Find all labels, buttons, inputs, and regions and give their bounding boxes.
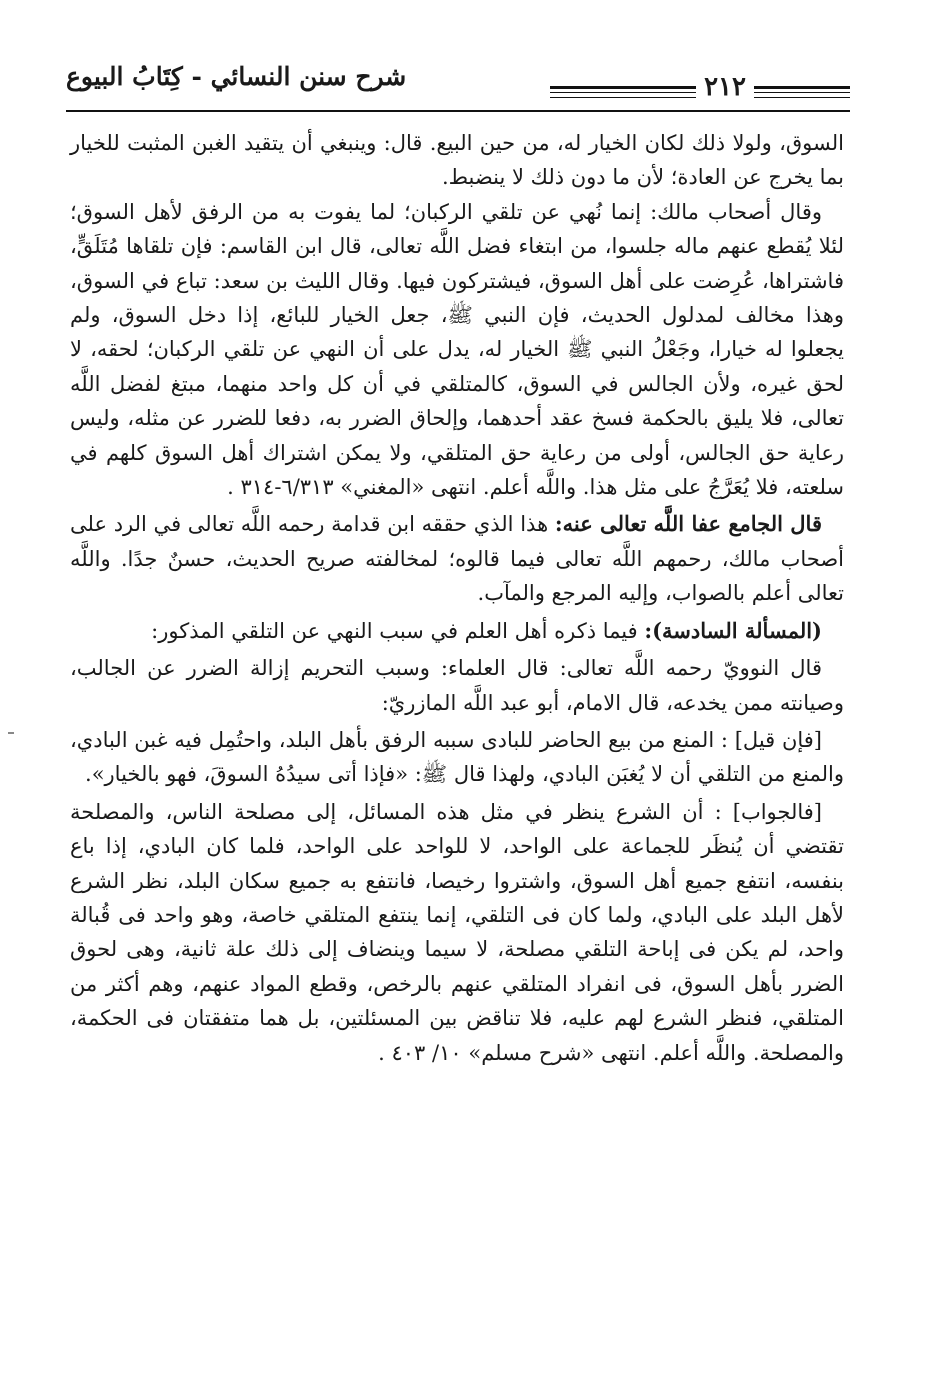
- page-header: [66, 62, 850, 114]
- page-body: [70, 126, 844, 1070]
- running-title: شرح سنن النسائي - كِتَابُ البيوع: [66, 62, 412, 92]
- paragraph-3-lead: قال الجامع عفا اللَّه تعالى عنه:: [554, 511, 822, 537]
- margin-mark: [8, 732, 14, 734]
- paragraph-5: قال النوويّ رحمه اللَّه تعالى: قال العلماء: وسبب التحريم إزالة الضرر عن الجالب، وصيانته ممن يخدعه، قال الامام، أبو عبد اللَّه المازريّ:: [70, 656, 844, 715]
- page-number: ٢١٢: [696, 72, 754, 102]
- section-heading: (المسألة السادسة):: [644, 617, 822, 643]
- paragraph-3-text: هذا الذي حققه ابن قدامة رحمه اللَّه تعالى في الرد على أصحاب مالك، رحمهم اللَّه تعالى فيما قالوه؛ لمخالفته صريح الحديث، حسنٌ جدًا. واللَّه تعالى أعلم بالصواب، وإليه المرجع والمآب.: [70, 512, 844, 606]
- paragraph-4: [70, 614, 844, 648]
- paragraph-2: وقال أصحاب مالك: إنما نُهي عن تلقي الركبان؛ لما يفوت به من الرفق لأهل السوق؛ لئلا يُقطع عنهم ماله جلسوا، من ابتغاء فضل اللَّه تعالى، قال ابن القاسم: فإن تلقاها مُتَلَقٍّ، فاشتراها، عُرِضت على أهل السوق، فيشتركون فيها. وقال الليث بن سعد: تباع في السوق، وهذا مخالف لمدلول الحديث، فإن النبي ﷺ، جعل الخيار للبائع، إذا دخل السوق، ولم يجعلوا له خيارا، وجَعْلُ النبي ﷺ الخيار له، يدل على أن النهي عن تلقي الركبان؛ لحقه، لا لحق غيره، ولأن الجالس في السوق، كالمتلقي في أن كل واحد منهما، مبتغ لفضل اللَّه تعالى، فلا يليق بالحكمة فسخ عقد أحدهما، وإلحاق الضرر به، دفعا للضرر عن مثله، وليس رعاية حق الجالس، أولى من رعاية حق المتلقي، ولا يمكن اشتراك أهل السوق كلهم في سلعته، فلا يُعَرَّجُ على مثل هذا. واللَّه أعلم. انتهى «المغني» ٦/٣١٣-٣١٤ .: [70, 199, 844, 500]
- paragraph-4-text: فيما ذكره أهل العلم في سبب النهي عن التلقي المذكور:: [151, 618, 645, 643]
- paragraph-3: [70, 507, 844, 610]
- paragraph-6: [فإن قيل] : المنع من بيع الحاضر للبادى سببه الرفق بأهل البلد، واحتُمِل فيه غبن البادي، والمنع من التلقي أن لا يُغبَن البادي، ولهذا قال ﷺ: «فإذا أتى سيدُهُ السوقَ، فهو بالخيار».: [70, 727, 844, 787]
- header-rule: [66, 110, 850, 112]
- paragraph-7: [فالجواب] : أن الشرع ينظر في مثل هذه المسائل، إلى مصلحة الناس، والمصلحة تقتضي أن يُنظَر للجماعة على الواحد، لا للواحد على الواحد، فلما كان البادي، إذا باع بنفسه، انتفع جميع أهل السوق، واشتروا رخيصا، فانتفع به جميع سكان البلد، نظر الشرع لأهل البلد على البادي، ولما كان فى التلقي، إنما ينتفع المتلقي خاصة، وهو واحد فى قُبالة واحد، لم يكن فى إباحة التلقي مصلحة، لا سيما وينضاف إلى ذلك علة ثانية، وهى لحوق الضرر بأهل السوق، فى انفراد المتلقي عنهم بالرخص، وقطع المواد عنهم، وهم أكثر من المتلقي، فنظر الشرع لهم عليه، فلا تناقض بين المسئلتين، بل هما متفقتان فى الحكمة، والمصلحة. واللَّه أعلم. انتهى «شرح مسلم» ١٠/ ٤٠٣ .: [70, 799, 844, 1065]
- paragraph-1: السوق، ولولا ذلك لكان الخيار له، من حين البيع. قال: وينبغي أن يتقيد الغبن المثبت للخيار بما يخرج عن العادة؛ لأن ما دون ذلك لا ينضبط.: [70, 131, 844, 190]
